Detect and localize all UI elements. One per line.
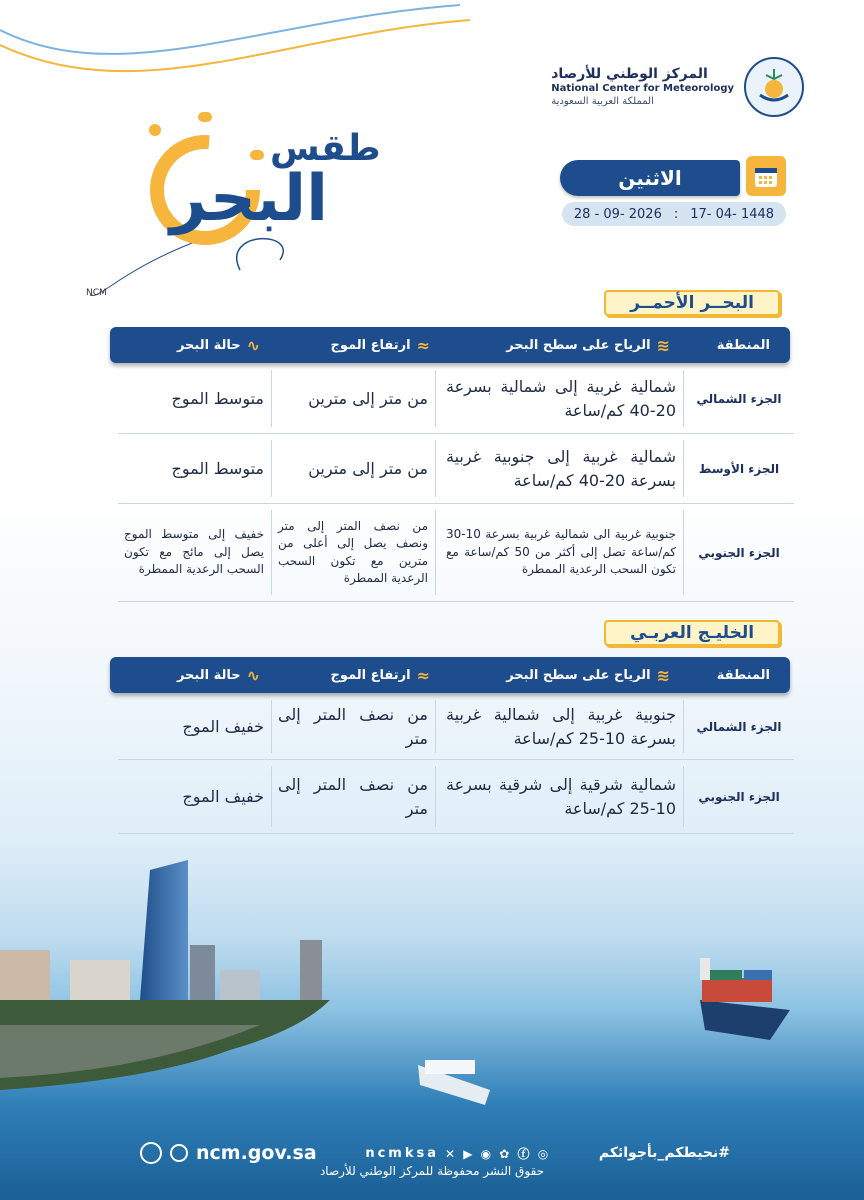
globe-icon	[170, 1144, 188, 1162]
table-row	[118, 364, 794, 434]
day-label: الاثنين	[560, 160, 740, 196]
col-waves: ≈ ارتفاع الموج	[330, 665, 430, 685]
website-link[interactable]	[140, 1142, 317, 1164]
waves-value: من متر إلى مترين	[308, 458, 428, 478]
sea-state-value: متوسط الموج	[171, 458, 264, 478]
wind-icon: ≋	[656, 335, 670, 355]
date-strip	[562, 202, 786, 226]
center-name-ar: المركز الوطني للأرصاد	[551, 65, 708, 82]
red-sea-title: البحــر الأحمــر	[604, 290, 780, 316]
gulf-title: الخليـج العربـي	[604, 620, 780, 646]
gregorian-date: 28 - 09- 2026	[573, 206, 662, 222]
table-row	[118, 504, 794, 602]
sea-state-icon: ∿	[246, 665, 260, 685]
title-small: طقس	[270, 128, 381, 169]
col-region: المنطقة	[716, 667, 770, 683]
center-name-en: National Center for Meteorology	[551, 83, 734, 95]
ncm-mark: NCM	[86, 288, 107, 298]
copyright-text: حقوق النشر محفوظة للمركز الوطني للأرصاد	[319, 1164, 545, 1178]
region-label: الجزء الشمالي	[696, 391, 782, 406]
winds-value: شمالية غربية إلى شمالية بسرعة 20-40 كم/ساعة	[446, 376, 676, 420]
wind-icon: ≋	[656, 665, 670, 685]
region-label: الجزء الجنوبي	[698, 545, 780, 560]
calendar-icon	[746, 156, 786, 196]
waves-value: من نصف المتر إلى متر	[278, 774, 428, 818]
winds-value: جنوبية غربية الى شمالية غربية بسرعة 10-30 كم/ساعة تصل إلى أكثر من 50 كم/ساعة مع تكون السحب الرعدية الممطرة	[446, 527, 676, 577]
col-winds: ≋ الرياح على سطح البحر	[506, 665, 670, 685]
col-sea-state: ∿ حالة البحر	[176, 335, 260, 355]
ncm-footer-emblem-icon	[140, 1142, 162, 1164]
social-media-icons: ✕ ▶ ◉ ✿ ⓕ ◎	[445, 1146, 551, 1161]
website-text: ncm.gov.sa	[196, 1142, 317, 1164]
gulf-table-header	[110, 657, 790, 693]
coastal-scene-illustration	[0, 850, 864, 1140]
region-label: الجزء الشمالي	[696, 719, 782, 734]
table-row	[118, 694, 794, 760]
winds-value: شمالية شرقية إلى شرقية بسرعة 10-25 كم/ساعة	[446, 774, 676, 818]
region-label: الجزء الأوسط	[698, 461, 780, 476]
sea-state-value: خفيف الموج	[182, 786, 264, 806]
date-separator: :	[673, 206, 679, 222]
winds-value: جنوبية غربية إلى شمالية غربية بسرعة 10-25 كم/ساعة	[446, 704, 676, 748]
kingdom-name: المملكة العربية السعودية	[551, 95, 654, 107]
table-row	[118, 434, 794, 504]
col-winds: ≋ الرياح على سطح البحر	[506, 335, 670, 355]
hashtag: #نحيطكم_بأجوائكم	[598, 1145, 730, 1161]
waves-value: من متر إلى مترين	[308, 388, 428, 408]
table-row	[118, 760, 794, 834]
red-sea-table-header	[110, 327, 790, 363]
hijri-date: 17- 04- 1448	[690, 206, 775, 222]
ncm-emblem-icon	[744, 57, 804, 117]
sea-state-value: خفيف الموج	[182, 716, 264, 736]
social-handle[interactable]	[365, 1145, 550, 1162]
sea-state-value: خفيف إلى متوسط الموج يصل إلى مائج مع تكون السحب الرعدية الممطرة	[124, 527, 264, 577]
winds-value: شمالية غربية إلى جنوبية غربية بسرعة 20-40 كم/ساعة	[446, 446, 676, 490]
social-handle-text: ncmksa	[365, 1145, 440, 1161]
col-region: المنطقة	[716, 337, 770, 353]
waves-icon: ≈	[416, 335, 430, 355]
waves-value: من نصف المتر إلى متر	[278, 704, 428, 748]
col-sea-state: ∿ حالة البحر	[176, 665, 260, 685]
sea-state-icon: ∿	[246, 335, 260, 355]
title-big: البحر	[170, 162, 329, 236]
waves-value: من نصف المتر إلى متر ونصف يصل إلى أعلى من مترين مع تكون السحب الرعدية الممطرة	[278, 518, 428, 585]
sea-state-value: متوسط الموج	[171, 388, 264, 408]
waves-icon: ≈	[416, 665, 430, 685]
ncm-logo	[504, 52, 804, 122]
region-label: الجزء الجنوبي	[698, 789, 780, 804]
col-waves: ≈ ارتفاع الموج	[330, 335, 430, 355]
